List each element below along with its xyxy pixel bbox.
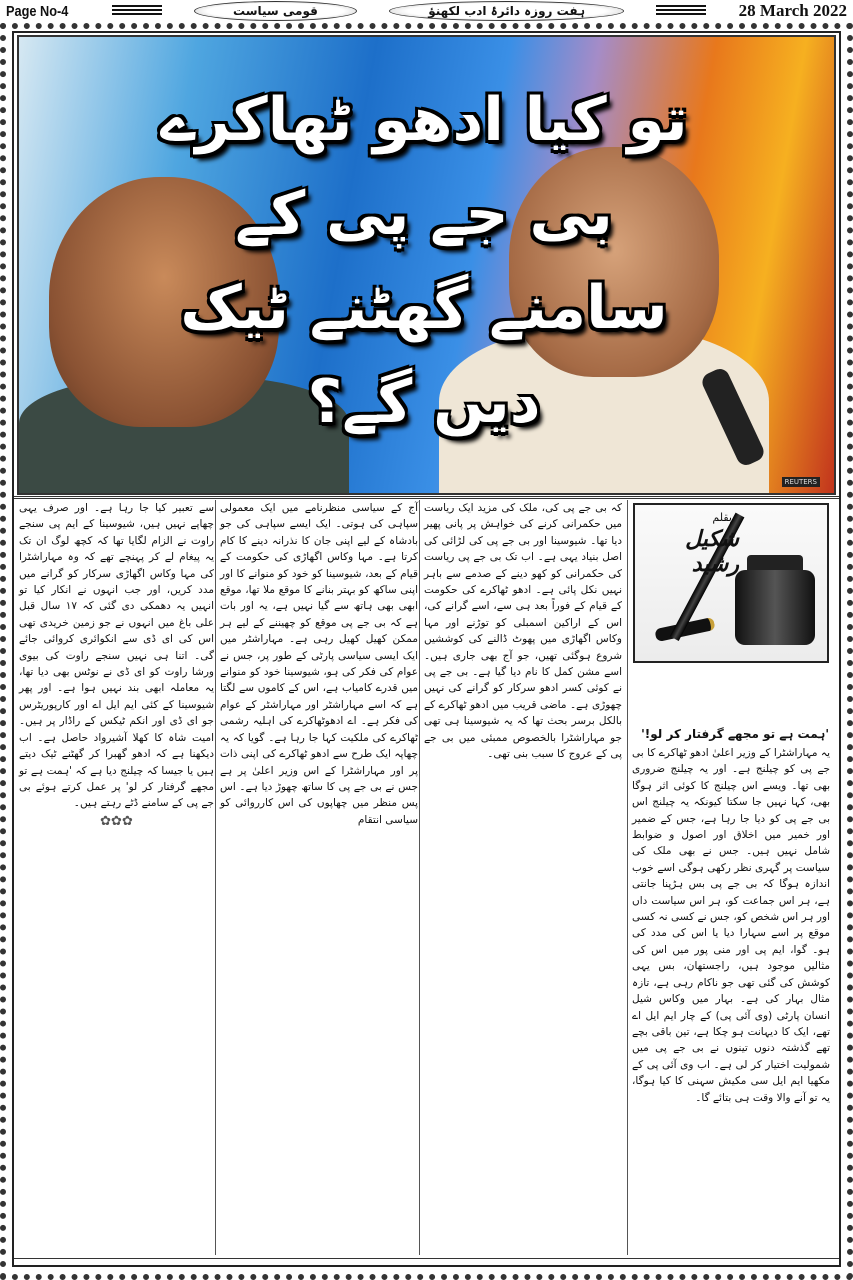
headline-line: بی جے پی کے bbox=[235, 179, 613, 249]
page-header bbox=[0, 0, 853, 22]
article-column-2 bbox=[420, 500, 626, 763]
issue-date: 28 March 2022 bbox=[738, 1, 847, 20]
lead-photo bbox=[17, 35, 836, 495]
article-text: سے تعبیر کیا جا رہا ہے۔ اور صرف یہی چھاپے نہیں ہیں، شیوسینا کے ایم پی سنجے راوت نے الزام لگایا تھا کہ کچھ لوگ ان تک یہ پیغام لے کر پہنچے تھے کہ وہ مہاراشٹرا کی مہا وکاس اگھاڑی سرکار کو گرانے میں مدد کریں، اور جب انہوں نے انکار کیا تو انہیں یہ دھمکی دی گئی کہ ۱۷ سال قبل علی باغ میں انہوں نے جو زمین خریدی تھی اس کی ای ڈی سے انکوائری کروائی جائے گی۔ اتنا ہی نہیں سنجے راوت کی بیوی ورشا راوت کو ای ڈی نے نوٹس بھی دیا تھا، یہ معاملہ ابھی بند نہیں ہوا ہے۔ اور پھر شیوسینا کے کئی ایم ایل اے اور کارپوریٹرس جو ای ڈی اور انکم ٹیکس کے راڈار پر ہیں۔ امیت شاہ کا کھلا آشیرواد حاصل ہے۔ اب دیکھنا ہے کہ ادھو گھبرا کر گھٹنے ٹیک دیتے ہیں یا جیسا کہ چیلنج دیا ہے کہ 'ہمت ہے تو مجھے گرفتار کر لو' پر عمل کرتے ہوئے بی جے پی کے سامنے ڈٹے رہتے ہیں۔ bbox=[19, 502, 214, 810]
article-text: یہ مہاراشٹرا کے وزیر اعلیٰ ادھو ٹھاکرے کا بی جے پی کو چیلنج ہے۔ اور یہ چیلنج ضروری بھی تھا۔ ویسے اس چیلنج کا کوئی اثر ہوگا بھی، کہا نہیں جا سکتا کیونکہ یہ چیلنج اس بی جے پی کو دیا جا رہا ہے، جس کے ضمیر اور خمیر میں اخلاق اور اصول و ضوابط شامل نہیں ہیں۔ جس نے بھی ملک کی سیاست پر گہری نظر رکھی ہوگی اسے خوب اندازہ ہوگا کہ بی جے پی بس ہڑپنا جانتی ہے، ہر اس جماعت کو، ہر اس سیاست داں اور ہر اس شخص کو، جس نے کسی نہ کسی موقع پر اسے سہارا دیا یا اس کی مدد کی ہو۔ گوا، ایم پی اور منی پور میں اس کی مثالیں موجود ہیں، راجستھان، بس یہی کوشش کی گئی تھی جو ناکام رہی ہے، تازہ مثال بہار کی ہے۔ بہار میں وکاس شیل انسان پارٹی (وی آئی پی) کے چار ایم ایل اے تھے، ایک کا دیہانت ہو چکا ہے، تین باقی بچے تھے گذشتہ دنوں تینوں نے بی جے پی میں شمولیت اختیار کر لی ہے۔ اب وی آئی پی کے مکھیا ایم ایل سی مکیش سہنی کا کیا ہوگا، یہ تو آنے والا وقت ہی بتائے گا۔ bbox=[632, 747, 830, 1104]
divider bbox=[14, 496, 839, 499]
decorative-stripes bbox=[112, 5, 162, 17]
article-column-4 bbox=[15, 500, 218, 830]
publication-name: ہفت روزہ دائرۂ ادب لکھنؤ bbox=[389, 1, 624, 21]
decorative-stripes bbox=[656, 5, 706, 17]
headline-line: تو کیا ادھو ٹھاکرے bbox=[160, 85, 688, 155]
article-text: کہ بی جے پی کی، ملک کی مزید ایک ریاست میں حکمرانی کرنے کی خواہش پر پانی پھیر دیا تھا۔ شیوسینا اور بی جے پی کی لڑائی کی اصل بنیاد یہی ہے۔ اب تک بی جے پی ریاست کی حکمرانی کو کھو دینے کے صدمے سے باہر نہیں نکل پائی ہے۔ ادھو ٹھاکرے کی حکومت کے قیام کے فوراً بعد ہی سے، اسے گرانے کی، اس کے اراکین اسمبلی کو توڑنے اور مہا وکاس اگھاڑی میں پھوٹ ڈالنے کی کوششیں شروع ہوگئی تھیں، جو آج بھی جاری ہیں۔ اسے مشن کمل کا نام دیا گیا ہے۔ بی جے پی نے کوئی کسر ادھو سرکار کو گرانے کی نہیں چھوڑی ہے۔ ماضی قریب میں ادھو ٹھاکرے کے بالکل برسر بحث تھا کہ یہ شیوسینا ہی تھی جو مہاراشٹرا بالخصوص ممبئی میں بی جے پی کے عروج کا سبب بنی تھی۔ bbox=[424, 502, 622, 761]
article-column-3 bbox=[216, 500, 422, 828]
end-ornament: ✿✿✿ bbox=[100, 813, 133, 829]
headline bbox=[129, 73, 719, 449]
section-title: قومی سیاست bbox=[194, 1, 357, 21]
ink-bottle-icon bbox=[735, 570, 815, 645]
author-name: شکیل رشید bbox=[685, 527, 739, 577]
column-rule bbox=[627, 500, 628, 1255]
headline-line: دیں گے؟ bbox=[307, 367, 541, 437]
photo-credit: REUTERS bbox=[782, 477, 820, 487]
headline-line: سامنے گھٹنے ٹیک bbox=[180, 273, 668, 343]
byline-image bbox=[633, 503, 829, 663]
page-number: Page No-4 bbox=[6, 2, 69, 20]
subheading: 'ہمت ہے تو مجھے گرفتار کر لو!' bbox=[641, 727, 829, 741]
article-column-1 bbox=[628, 745, 834, 1106]
article-text: آج کے سیاسی منظرنامے میں ایک معمولی سپاہی کی ہوتی۔ ایک ایسے سپاہی کی جو بادشاہ کے لیے اپنی جان کا نذرانہ دینے کا کام کرتا ہے۔ مہا وکاس اگھاڑی کی حکومت کے قیام کے بعد، شیوسینا کو خود کو منوانے کا اور اپنی ساکھ کو بہتر بنانے کا موقع ملا تھا، موقع ابھی بھی ہاتھ سے گیا نہیں ہے، یہ اور بات ہے کہ بی جے پی موقع کو چھیننے کے لیے ہر ممکن کھیل کھیل رہی ہے۔ مہاراشٹر میں ایک ایسی سیاسی پارٹی کے طور پر، جس نے عوام کی فکر کی ہو، شیوسینا خود کو منوانے میں قدرے کامیاب ہے، اس کے کاموں سے لگتا ہے کہ اسے مہاراشٹر اور مہاراشٹر کے عوام کی فکر ہے۔ اے ادھوٹھاکرے کی اہلیہ رشمی ٹھاکرے کی ملکیت کہا جا رہا ہے۔ گویا کہ یہ چھاپہ ایک طرح سے ادھو ٹھاکرے کی اپنی ذات پر اور مہاراشٹرا کے اس وزیر اعلیٰ پر ہے جس نے بی جے پی کا ساتھ چھوڑ دیا ہے۔ اس پس منظر میں چھاپوں کی اس کارروائی کو سیاسی انتقام bbox=[220, 502, 418, 826]
bottom-rule bbox=[14, 1258, 839, 1259]
byline-prefix: بقلم bbox=[712, 511, 732, 524]
